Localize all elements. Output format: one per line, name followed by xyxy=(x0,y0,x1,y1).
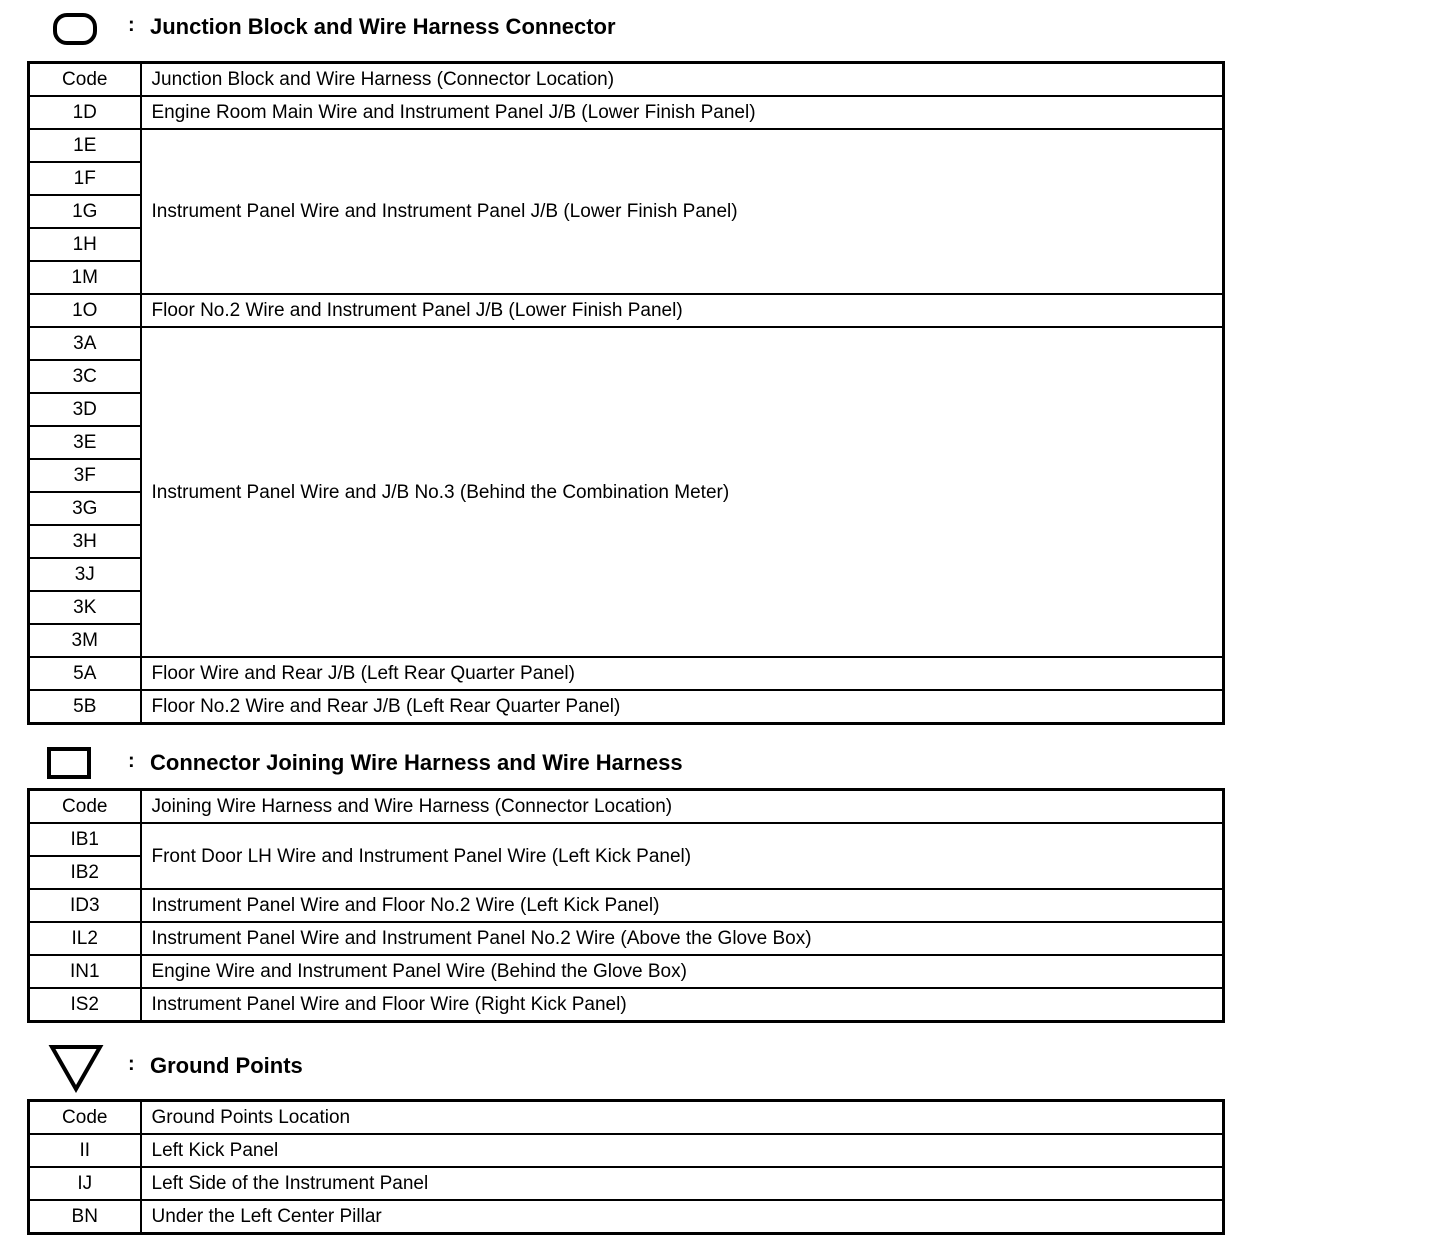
code-cell: 3F xyxy=(29,459,141,492)
code-cell: IN1 xyxy=(29,955,141,988)
description-cell: Front Door LH Wire and Instrument Panel Wire (Left Kick Panel) xyxy=(141,823,1224,889)
code-cell: 5A xyxy=(29,657,141,690)
table-header-row xyxy=(29,790,1224,824)
heading-colon: : xyxy=(128,750,135,772)
table-row xyxy=(29,690,1224,724)
description-cell: Floor No.2 Wire and Instrument Panel J/B (Lower Finish Panel) xyxy=(141,294,1224,327)
code-cell: BN xyxy=(29,1200,141,1234)
heading-colon: : xyxy=(128,14,135,36)
code-cell: IL2 xyxy=(29,922,141,955)
heading-colon: : xyxy=(128,1053,135,1075)
description-cell: Instrument Panel Wire and J/B No.3 (Behind the Combination Meter) xyxy=(141,327,1224,657)
table-header-row xyxy=(29,63,1224,97)
code-cell: IJ xyxy=(29,1167,141,1200)
code-cell: II xyxy=(29,1134,141,1167)
code-cell: 3E xyxy=(29,426,141,459)
table-row xyxy=(29,955,1224,988)
code-cell: 1O xyxy=(29,294,141,327)
code-cell: IS2 xyxy=(29,988,141,1022)
ground-points-table xyxy=(27,1099,1225,1235)
description-cell: Engine Room Main Wire and Instrument Panel J/B (Lower Finish Panel) xyxy=(141,96,1224,129)
code-cell: 3C xyxy=(29,360,141,393)
description-cell: Left Kick Panel xyxy=(141,1134,1224,1167)
table-row xyxy=(29,889,1224,922)
code-cell: 5B xyxy=(29,690,141,724)
code-cell: 1M xyxy=(29,261,141,294)
code-cell: 3M xyxy=(29,624,141,657)
code-cell: IB2 xyxy=(29,856,141,889)
description-cell: Floor Wire and Rear J/B (Left Rear Quarter Panel) xyxy=(141,657,1224,690)
code-cell: 3K xyxy=(29,591,141,624)
header-description: Ground Points Location xyxy=(141,1101,1224,1135)
description-cell: Instrument Panel Wire and Instrument Panel J/B (Lower Finish Panel) xyxy=(141,129,1224,294)
header-code: Code xyxy=(29,63,141,97)
section-title: Junction Block and Wire Harness Connector xyxy=(150,14,616,39)
junction-block-table xyxy=(27,61,1225,725)
ground-triangle-icon xyxy=(48,1043,104,1093)
code-cell: 1E xyxy=(29,129,141,162)
table-header-row xyxy=(29,1101,1224,1135)
description-cell: Floor No.2 Wire and Rear J/B (Left Rear Quarter Panel) xyxy=(141,690,1224,724)
description-cell: Under the Left Center Pillar xyxy=(141,1200,1224,1234)
section-title: Connector Joining Wire Harness and Wire Harness xyxy=(150,750,683,775)
section-connector-heading xyxy=(0,742,900,782)
code-cell: 1F xyxy=(29,162,141,195)
code-cell: 1G xyxy=(29,195,141,228)
table-row xyxy=(29,1167,1224,1200)
code-cell: 1D xyxy=(29,96,141,129)
table-row xyxy=(29,96,1224,129)
code-cell: 3G xyxy=(29,492,141,525)
code-cell: 3J xyxy=(29,558,141,591)
header-description: Joining Wire Harness and Wire Harness (Connector Location) xyxy=(141,790,1224,824)
description-cell: Left Side of the Instrument Panel xyxy=(141,1167,1224,1200)
code-cell: 3D xyxy=(29,393,141,426)
table-row xyxy=(29,1134,1224,1167)
table-row xyxy=(29,1200,1224,1234)
table-row xyxy=(29,657,1224,690)
description-cell: Instrument Panel Wire and Floor No.2 Wire (Left Kick Panel) xyxy=(141,889,1224,922)
rectangle-icon xyxy=(46,746,94,782)
connector-table xyxy=(27,788,1225,1023)
table-row xyxy=(29,294,1224,327)
description-cell: Instrument Panel Wire and Instrument Panel No.2 Wire (Above the Glove Box) xyxy=(141,922,1224,955)
section-ground-points-heading xyxy=(0,1043,900,1083)
rounded-rect-icon xyxy=(52,12,98,46)
table-row xyxy=(29,327,1224,360)
code-cell: 1H xyxy=(29,228,141,261)
table-row xyxy=(29,922,1224,955)
description-cell: Instrument Panel Wire and Floor Wire (Right Kick Panel) xyxy=(141,988,1224,1022)
header-code: Code xyxy=(29,790,141,824)
section-junction-block-heading xyxy=(0,6,900,46)
header-code: Code xyxy=(29,1101,141,1135)
code-cell: IB1 xyxy=(29,823,141,856)
table-row xyxy=(29,988,1224,1022)
header-description: Junction Block and Wire Harness (Connector Location) xyxy=(141,63,1224,97)
table-row xyxy=(29,823,1224,856)
code-cell: ID3 xyxy=(29,889,141,922)
code-cell: 3H xyxy=(29,525,141,558)
table-row xyxy=(29,129,1224,162)
section-title: Ground Points xyxy=(150,1053,303,1078)
code-cell: 3A xyxy=(29,327,141,360)
description-cell: Engine Wire and Instrument Panel Wire (Behind the Glove Box) xyxy=(141,955,1224,988)
